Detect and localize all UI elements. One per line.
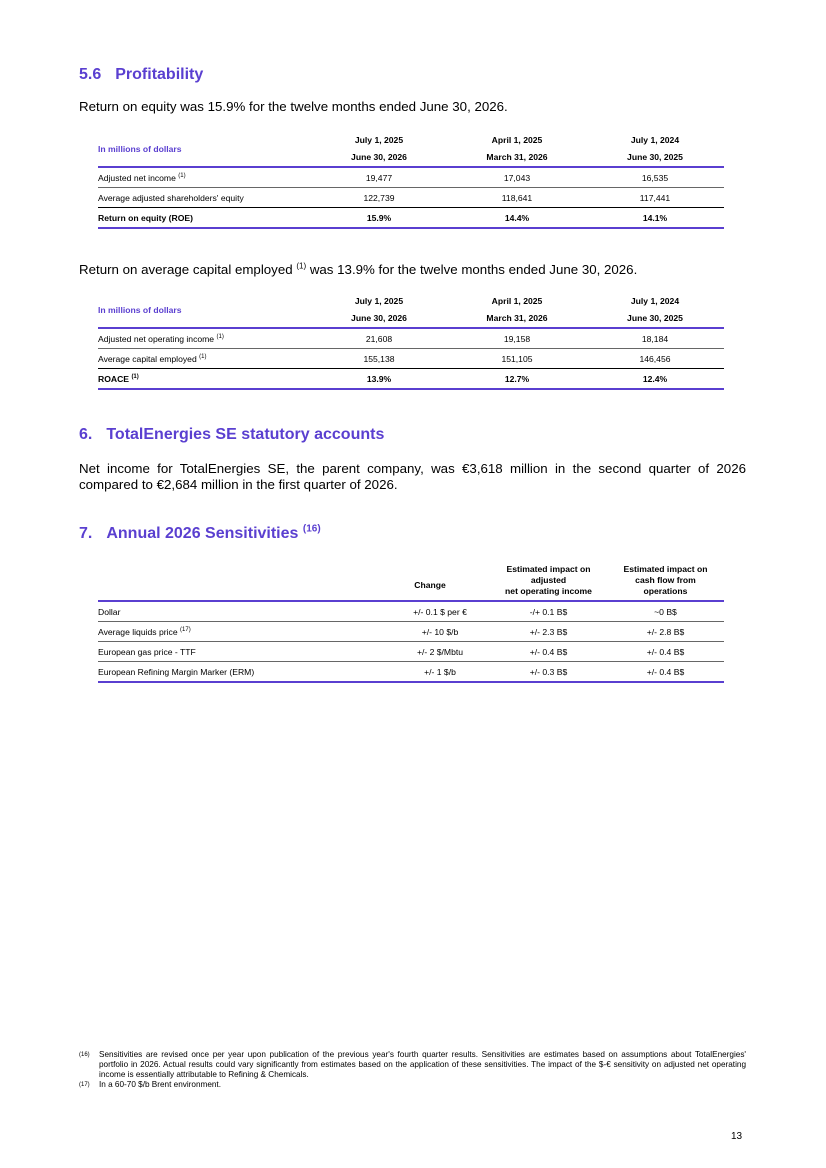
- cell-value: +/- 10 $/b: [370, 622, 490, 642]
- cell-value: 151,105: [448, 349, 586, 369]
- roace-intro-text: Return on average capital employed $^{(1)}$ was 13.9% for the twelve months ended June 30, 2026.: [79, 261, 638, 277]
- sensitivities-table-header: [98, 560, 724, 601]
- footnote-mark: (17): [79, 1082, 90, 1088]
- row-label: Dollar: [98, 601, 370, 622]
- section-heading-sensitivities: [79, 525, 321, 543]
- section-title: TotalEnergies SE statutory accounts: [106, 426, 385, 443]
- cell-value: 13.9%: [310, 369, 448, 390]
- section-number: 5.6: [79, 66, 102, 83]
- section-heading-profitability: [79, 66, 203, 84]
- row-label: Adjusted net income $^{(1)}$: [98, 167, 310, 188]
- row-label: Average adjusted shareholders' equity: [98, 188, 310, 208]
- footnote-text: Sensitivities are revised once per year upon publication of the previous year's fourth quarter results. Sensitivities are estimates based on assumptions about TotalEnergies' portfolio in 2026. Actual results could vary significantly from estimates based on the application of these sensitivities. The impact of the $-€ sensitivity on adjusted net operating income is essentially attributable to Refining & Chemicals.: [99, 1050, 746, 1079]
- cell-value: +/- 0.4 B$: [490, 642, 607, 662]
- row-label: Adjusted net operating income $^{(1)}$: [98, 328, 310, 349]
- table-row: [98, 642, 724, 662]
- cell-value: +/- 0.1 $ per €: [370, 601, 490, 622]
- col-header-cash-flow: Estimated impact on cash flow from operations: [623, 563, 708, 596]
- cell-value: -/+ 0.1 B$: [490, 601, 607, 622]
- row-label: European gas price - TTF: [98, 642, 370, 662]
- cell-value: 14.1%: [586, 208, 724, 229]
- table-row: [98, 328, 724, 349]
- cell-value: +/- 2.3 B$: [490, 622, 607, 642]
- unit-label: In millions of dollars: [98, 144, 182, 154]
- cell-value: ~0 B$: [607, 601, 724, 622]
- row-label: Average capital employed $^{(1)}$: [98, 349, 310, 369]
- row-label: Return on equity (ROE): [98, 208, 310, 229]
- cell-value: 146,456: [586, 349, 724, 369]
- col-header: April 1, 2025 March 31, 2026: [486, 296, 548, 323]
- roe-table: [98, 132, 724, 229]
- cell-value: 18,184: [586, 328, 724, 349]
- section-title: Profitability: [115, 66, 204, 83]
- roace-table-header: [98, 293, 724, 328]
- roe-intro-text: Return on equity was 15.9% for the twelve months ended June 30, 2026.: [79, 99, 508, 114]
- unit-label: In millions of dollars: [98, 305, 182, 315]
- col-header: July 1, 2025 June 30, 2026: [351, 296, 407, 323]
- cell-value: 155,138: [310, 349, 448, 369]
- table-row-total: [98, 208, 724, 229]
- cell-value: 15.9%: [310, 208, 448, 229]
- col-header: July 1, 2024 June 30, 2025: [627, 135, 683, 162]
- section-title: Annual 2026 Sensitivities: [106, 525, 299, 542]
- section-number: 7.: [79, 525, 93, 542]
- footnote: [79, 1080, 746, 1090]
- footnote-text: In a 60-70 $/b Brent environment.: [99, 1080, 221, 1089]
- cell-value: 14.4%: [448, 208, 586, 229]
- cell-value: +/- 0.3 B$: [490, 662, 607, 683]
- col-header-net-income: Estimated impact on adjusted net operating income: [505, 563, 592, 596]
- cell-value: 118,641: [448, 188, 586, 208]
- cell-value: +/- 1 $/b: [370, 662, 490, 683]
- footnote-mark: (16): [79, 1052, 90, 1058]
- table-row: [98, 601, 724, 622]
- section-number: 6.: [79, 426, 93, 443]
- cell-value: 12.4%: [586, 369, 724, 390]
- col-header: July 1, 2025 June 30, 2026: [351, 135, 407, 162]
- page-number: 13: [731, 1131, 743, 1142]
- footnotes: [79, 1050, 746, 1090]
- col-header-change: Change: [414, 579, 446, 590]
- row-label: Average liquids price $^{(17)}$: [98, 622, 370, 642]
- cell-value: +/- 2 $/Mbtu: [370, 642, 490, 662]
- table-row-total: [98, 369, 724, 390]
- sensitivities-table: [98, 560, 724, 683]
- cell-value: 19,158: [448, 328, 586, 349]
- table-row: [98, 622, 724, 642]
- cell-value: 19,477: [310, 167, 448, 188]
- cell-value: 12.7%: [448, 369, 586, 390]
- footnote: [79, 1050, 746, 1080]
- cell-value: +/- 0.4 B$: [607, 662, 724, 683]
- cell-value: +/- 2.8 B$: [607, 622, 724, 642]
- statutory-accounts-text: Net income for TotalEnergies SE, the parent company, was €3,618 million in the second quarter of 2026 compared to €2,684 million in the first quarter of 2026.: [79, 461, 746, 492]
- row-label: European Refining Margin Marker (ERM): [98, 662, 370, 683]
- table-row: [98, 349, 724, 369]
- table-row: [98, 167, 724, 188]
- footnote-ref: (16): [302, 523, 321, 535]
- cell-value: 16,535: [586, 167, 724, 188]
- cell-value: 117,441: [586, 188, 724, 208]
- cell-value: 122,739: [310, 188, 448, 208]
- roe-table-header: [98, 132, 724, 167]
- cell-value: 21,608: [310, 328, 448, 349]
- col-header: April 1, 2025 March 31, 2026: [486, 135, 548, 162]
- section-heading-statutory-accounts: [79, 426, 384, 444]
- cell-value: 17,043: [448, 167, 586, 188]
- col-header: July 1, 2024 June 30, 2025: [627, 296, 683, 323]
- roace-table: [98, 293, 724, 390]
- table-row: [98, 662, 724, 683]
- table-row: [98, 188, 724, 208]
- row-label: ROACE $^{(1)}$: [98, 369, 310, 390]
- cell-value: +/- 0.4 B$: [607, 642, 724, 662]
